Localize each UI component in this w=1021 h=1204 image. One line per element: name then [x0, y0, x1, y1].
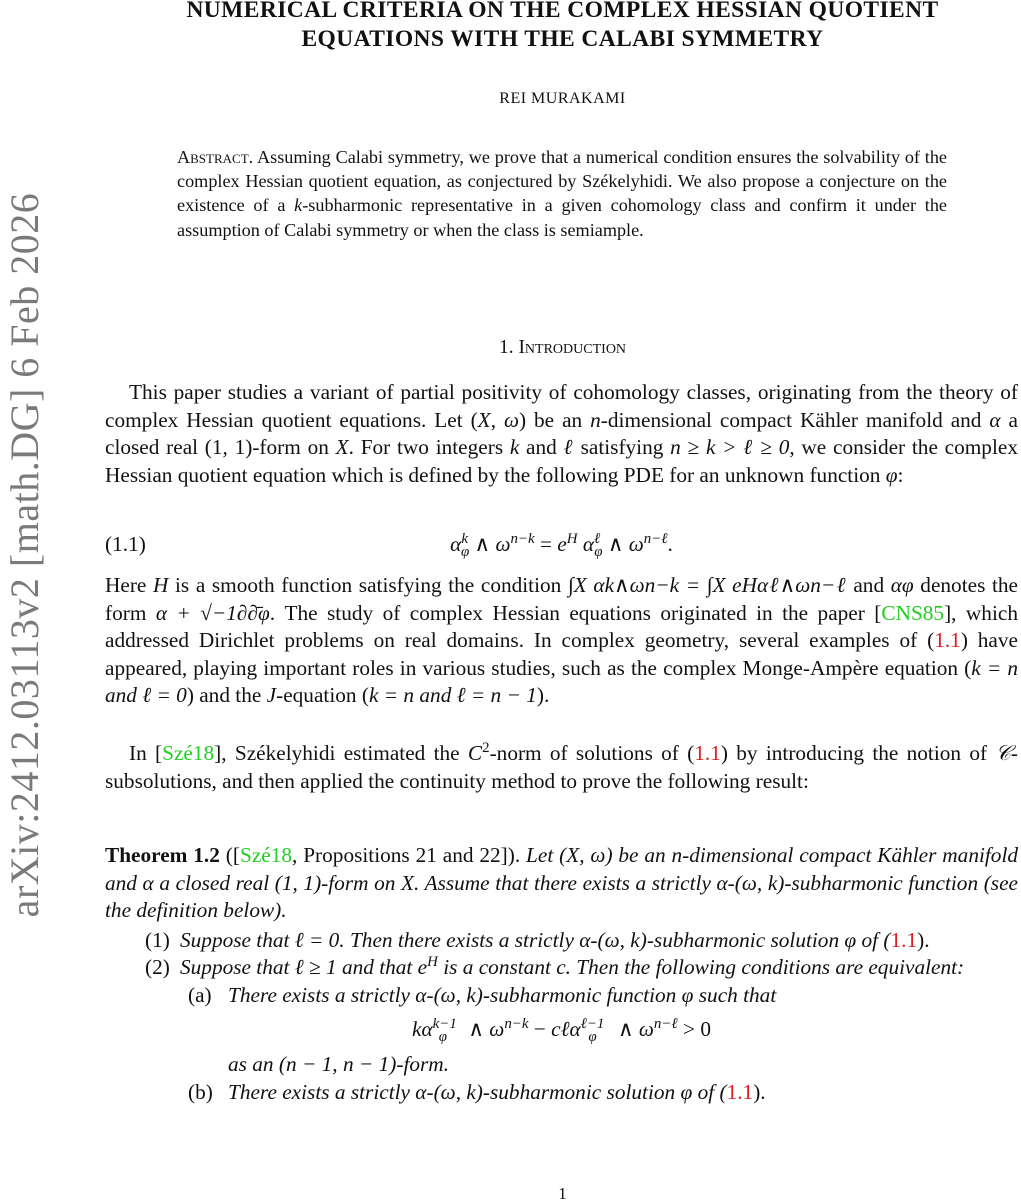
math-h: H — [153, 573, 169, 597]
sup: H — [566, 530, 578, 547]
text: denotes the form — [105, 573, 1018, 625]
math-alpha: α — [582, 532, 595, 556]
math-c: C — [467, 741, 483, 765]
math-alpha: α — [421, 1016, 433, 1041]
equation-number: (1.1) — [105, 532, 146, 556]
text: ) have appeared, playing important roles in various studies, such as the complex Monge-Ampère equation ( — [105, 628, 1018, 680]
item-text: There exists a strictly α-(ω, k)-subharmonic function φ such that — [228, 982, 777, 1007]
text: ) and the — [186, 683, 267, 708]
text: ([ — [219, 843, 240, 867]
math-cl: cℓ — [551, 1016, 570, 1041]
sub: φ — [460, 544, 470, 561]
math-alpha: α — [989, 407, 1001, 432]
intro-paragraph-3 — [105, 740, 1018, 795]
equals: = — [534, 532, 558, 556]
text: -equation ( — [276, 683, 369, 708]
text: and — [519, 435, 564, 460]
section-number: 1. — [498, 337, 514, 358]
math-cal-c: 𝒞 — [995, 741, 1011, 765]
theorem-subitem-b — [105, 1079, 1018, 1107]
minus: − — [528, 1016, 552, 1041]
theorem-1-2 — [105, 842, 1018, 1106]
sub: φ — [438, 1028, 448, 1045]
sup: n−k — [504, 1015, 529, 1032]
text: and — [846, 573, 891, 597]
abstract-text: Assuming Calabi symmetry, we prove that a numerical condition ensures the solvability of the complex Hessian quotient equation, as conjectured by Székelyhidi. We also propose a conjecture on the existence of a — [177, 147, 947, 216]
math-form: α + √−1∂∂̄φ — [155, 600, 270, 625]
math-phi: φ — [885, 462, 898, 487]
text: satisfying — [573, 435, 671, 460]
text: is a smooth function satisfying the condition — [168, 573, 568, 597]
intro-paragraph-1 — [105, 379, 1018, 489]
greater-than: > 0 — [677, 1016, 711, 1041]
math-k: k — [412, 1016, 422, 1041]
text: ). — [753, 1079, 766, 1104]
abstract-label: Abstract. — [177, 147, 254, 167]
math-alpha-phi: αφ — [890, 573, 914, 597]
abstract-text-2: -subharmonic representative in a given cohomology class and confirm it under the assumption of Calabi symmetry or when the class is semiample. — [177, 195, 947, 240]
sup: n−ℓ — [653, 1015, 678, 1032]
citation-link-cns85[interactable]: CNS85 — [881, 600, 945, 625]
text: ). — [536, 683, 550, 708]
sub: φ — [588, 1028, 597, 1045]
citation-link-sze18[interactable]: Szé18 — [162, 741, 215, 765]
sup: k — [461, 530, 468, 547]
section-title: Introduction — [518, 337, 627, 358]
page-number: 1 — [558, 1184, 567, 1203]
text: a closed real (1, 1)-form on — [105, 407, 1018, 460]
sup: ℓ−1 — [580, 1015, 605, 1032]
equation-body — [105, 530, 1018, 561]
item-text: Suppose that ℓ ≥ 1 and that e — [180, 955, 428, 980]
sup: n−k — [510, 530, 535, 547]
item-text: as an (n − 1, n − 1)-form. — [228, 1052, 449, 1077]
text: ) be an — [519, 407, 591, 432]
equation-ref-link[interactable]: 1.1 — [890, 927, 918, 952]
sub: φ — [594, 544, 603, 561]
equation-ref-link[interactable]: 1.1 — [934, 628, 961, 653]
math-integral-condition: ∫X αk∧ωn−k = ∫X eHαℓ∧ωn−ℓ — [567, 573, 847, 597]
theorem-text: Let (X, ω) be an n-dimensional compact Kähler manifold and α a closed real (1, 1)-form on X. Assume that there exists a strictly α-(ω, k)-subharmonic function (see the definition below). — [105, 843, 1019, 923]
text: ). — [917, 927, 930, 952]
wedge: ∧ — [469, 532, 496, 556]
text: : — [897, 462, 904, 487]
math-ell: ℓ — [563, 435, 574, 460]
text: ) by introducing the notion of — [720, 741, 996, 765]
arxiv-identifier: arXiv:2412.03113v2 [math.DG] 6 Feb 2026 — [2, 192, 47, 918]
theorem-item-1 — [105, 927, 1018, 955]
item-label: (b) — [188, 1079, 213, 1104]
math-condition: k = n and ℓ = 0 — [105, 655, 1018, 708]
math-omega: ω — [489, 1016, 505, 1041]
text: -subsolutions, and then applied the continuity method to prove the following result: — [105, 741, 1018, 793]
item-text: Suppose that ℓ = 0. Then there exists a strictly α-(ω, k)-subharmonic solution φ of ( — [180, 927, 891, 952]
math-inequality: n ≥ k > ℓ ≥ 0 — [670, 435, 790, 460]
paper-title — [105, 0, 1020, 54]
math-alpha: α — [450, 532, 462, 556]
title-line-1: NUMERICAL CRITERIA ON THE COMPLEX HESSIAN QUOTIENT — [186, 0, 939, 23]
citation-link-sze18[interactable]: Szé18 — [239, 843, 293, 867]
author-name: REI MURAKAMI — [499, 90, 626, 107]
math-condition: k = n and ℓ = n − 1 — [368, 683, 537, 708]
theorem-subitem-a-continued — [105, 1049, 1018, 1079]
text: This paper studies a variant of partial positivity of cohomology classes, originating from the theory of complex Hessian quotient equations. Let ( — [105, 380, 1018, 432]
math-omega: ω — [503, 407, 519, 432]
period: . — [667, 532, 673, 556]
text: ], Székelyhidi estimated the — [214, 741, 468, 765]
item-text: There exists a strictly α-(ω, k)-subharmonic solution φ of ( — [228, 1079, 727, 1104]
item-label: (1) — [145, 927, 170, 952]
text: -dimensional compact Kähler manifold and — [600, 407, 990, 432]
sup: H — [427, 954, 438, 971]
text: In [ — [129, 741, 163, 765]
item-label: (a) — [188, 982, 212, 1007]
item-text: is a constant c. Then the following conditions are equivalent: — [437, 955, 965, 980]
item-label: (2) — [145, 955, 170, 980]
math-e: e — [557, 532, 567, 556]
wedge: ∧ — [602, 532, 629, 556]
theorem-statement — [105, 842, 1018, 925]
text: . For two integers — [348, 435, 510, 460]
text: . The study of complex Hessian equations originated in the paper [ — [269, 600, 882, 625]
title-line-2: EQUATIONS WITH THE CALABI SYMMETRY — [301, 26, 824, 52]
abstract — [177, 145, 947, 242]
text: -norm of solutions of ( — [489, 741, 695, 765]
equation-ref-link[interactable]: 1.1 — [726, 1079, 754, 1104]
intro-paragraph-2 — [105, 572, 1018, 710]
math-omega: ω — [638, 1016, 654, 1041]
sup: ℓ — [594, 530, 601, 547]
section-heading — [105, 337, 1020, 359]
text: ], which addressed Dirichlet problems on real domains. In complex geometry, several examples of ( — [105, 600, 1018, 653]
inequality-display — [105, 1016, 1018, 1044]
math-omega: ω — [495, 532, 511, 556]
text: Here — [105, 573, 153, 597]
math-x: X — [477, 407, 491, 432]
math-j: J — [266, 683, 277, 708]
theorem-subitem-a — [105, 982, 1018, 1010]
wedge: ∧ — [463, 1016, 490, 1041]
text: , — [490, 407, 504, 432]
text: , Propositions 21 and 22]). — [292, 843, 521, 867]
theorem-item-2 — [105, 954, 1018, 982]
sup: k−1 — [432, 1015, 457, 1032]
equation-ref-link[interactable]: 1.1 — [694, 741, 721, 765]
sup: 2 — [482, 739, 490, 756]
text: , we consider the complex Hessian quotient equation which is defined by the following PDE for an unknown function — [105, 435, 1018, 487]
math-k: k — [509, 435, 520, 460]
math-omega: ω — [628, 532, 644, 556]
abstract-k: k — [294, 195, 303, 216]
math-x: X — [335, 435, 349, 460]
math-n: n — [590, 407, 601, 432]
math-alpha: α — [569, 1016, 581, 1041]
wedge: ∧ — [612, 1016, 639, 1041]
sup: n−ℓ — [643, 530, 668, 547]
theorem-label: Theorem 1.2 — [105, 843, 220, 867]
